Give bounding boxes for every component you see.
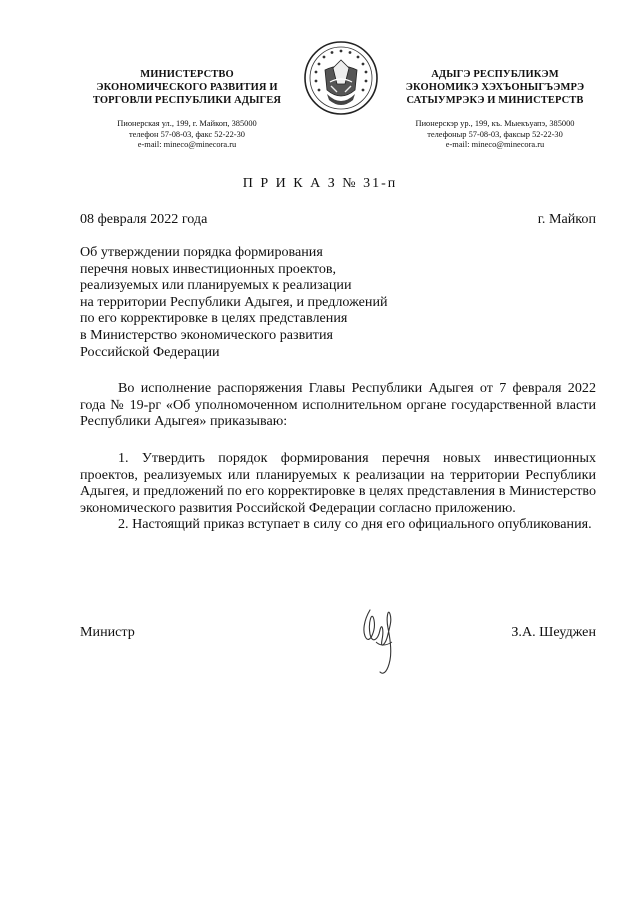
order-item-2: 2. Настоящий приказ вступает в силу со дня его официального опубликования. — [118, 516, 592, 533]
handwritten-signature — [356, 600, 406, 680]
header-left — [78, 68, 296, 151]
coat-of-arms-emblem — [303, 40, 379, 116]
header-right — [386, 68, 604, 151]
signatory-name: З.А. Шеуджен — [511, 624, 596, 640]
signatory-position: Министр — [80, 624, 135, 640]
ministry-name-adyghe: АДЫГЭ РЕСПУБЛИКЭМ ЭКОНОМИКЭ ХЭХЪОНЫГЪЭМРЭ САТЫУМРЭКЭ И МИНИСТЕРСТВ — [405, 69, 585, 106]
ministry-address-adyghe: Пионерскэр ур., 199, къ. Мыекъуапэ, 385000 телефоныр 57-08-03, факсыр 52-22-30 e-mail: mineco@minecora.ru — [415, 119, 575, 149]
order-item-1: 1. Утвердить порядок формирования перечня новых инвестиционных проектов, реализуемых или планируемых к реализации на территории Республики Адыгея, и предложений по его корректировке в целях представления в Министерство экономического развития Российской Федерации согласно приложению. — [80, 450, 596, 516]
order-title: П Р И К А З № 31-п — [242, 176, 398, 191]
order-subject: Об утверждении порядка формирования перечня новых инвестиционных проектов, реализуемых или планируемых к реализации на территории Республики Адыгея, и предложений по его корректировке в целях представления в Министерство экономического развития Российской Федерации — [80, 244, 388, 360]
ministry-address-russian: Пионерская ул., 199, г. Майкоп, 385000 телефон 57-08-03, факс 52-22-30 e-mail: mineco@minecora.ru — [117, 119, 257, 149]
order-items — [80, 450, 596, 533]
ministry-name-russian: МИНИСТЕРСТВО ЭКОНОМИЧЕСКОГО РАЗВИТИЯ И ТОРГОВЛИ РЕСПУБЛИКИ АДЫГЕЯ — [92, 69, 282, 106]
order-city: г. Майкоп — [537, 211, 596, 227]
order-date: 08 февраля 2022 года — [80, 211, 208, 227]
order-preamble: Во исполнение распоряжения Главы Республики Адыгея от 7 февраля 2022 года № 19-рг «Об уполномоченном исполнительном органе государственной власти Республики Адыгея» приказываю: — [80, 380, 596, 430]
